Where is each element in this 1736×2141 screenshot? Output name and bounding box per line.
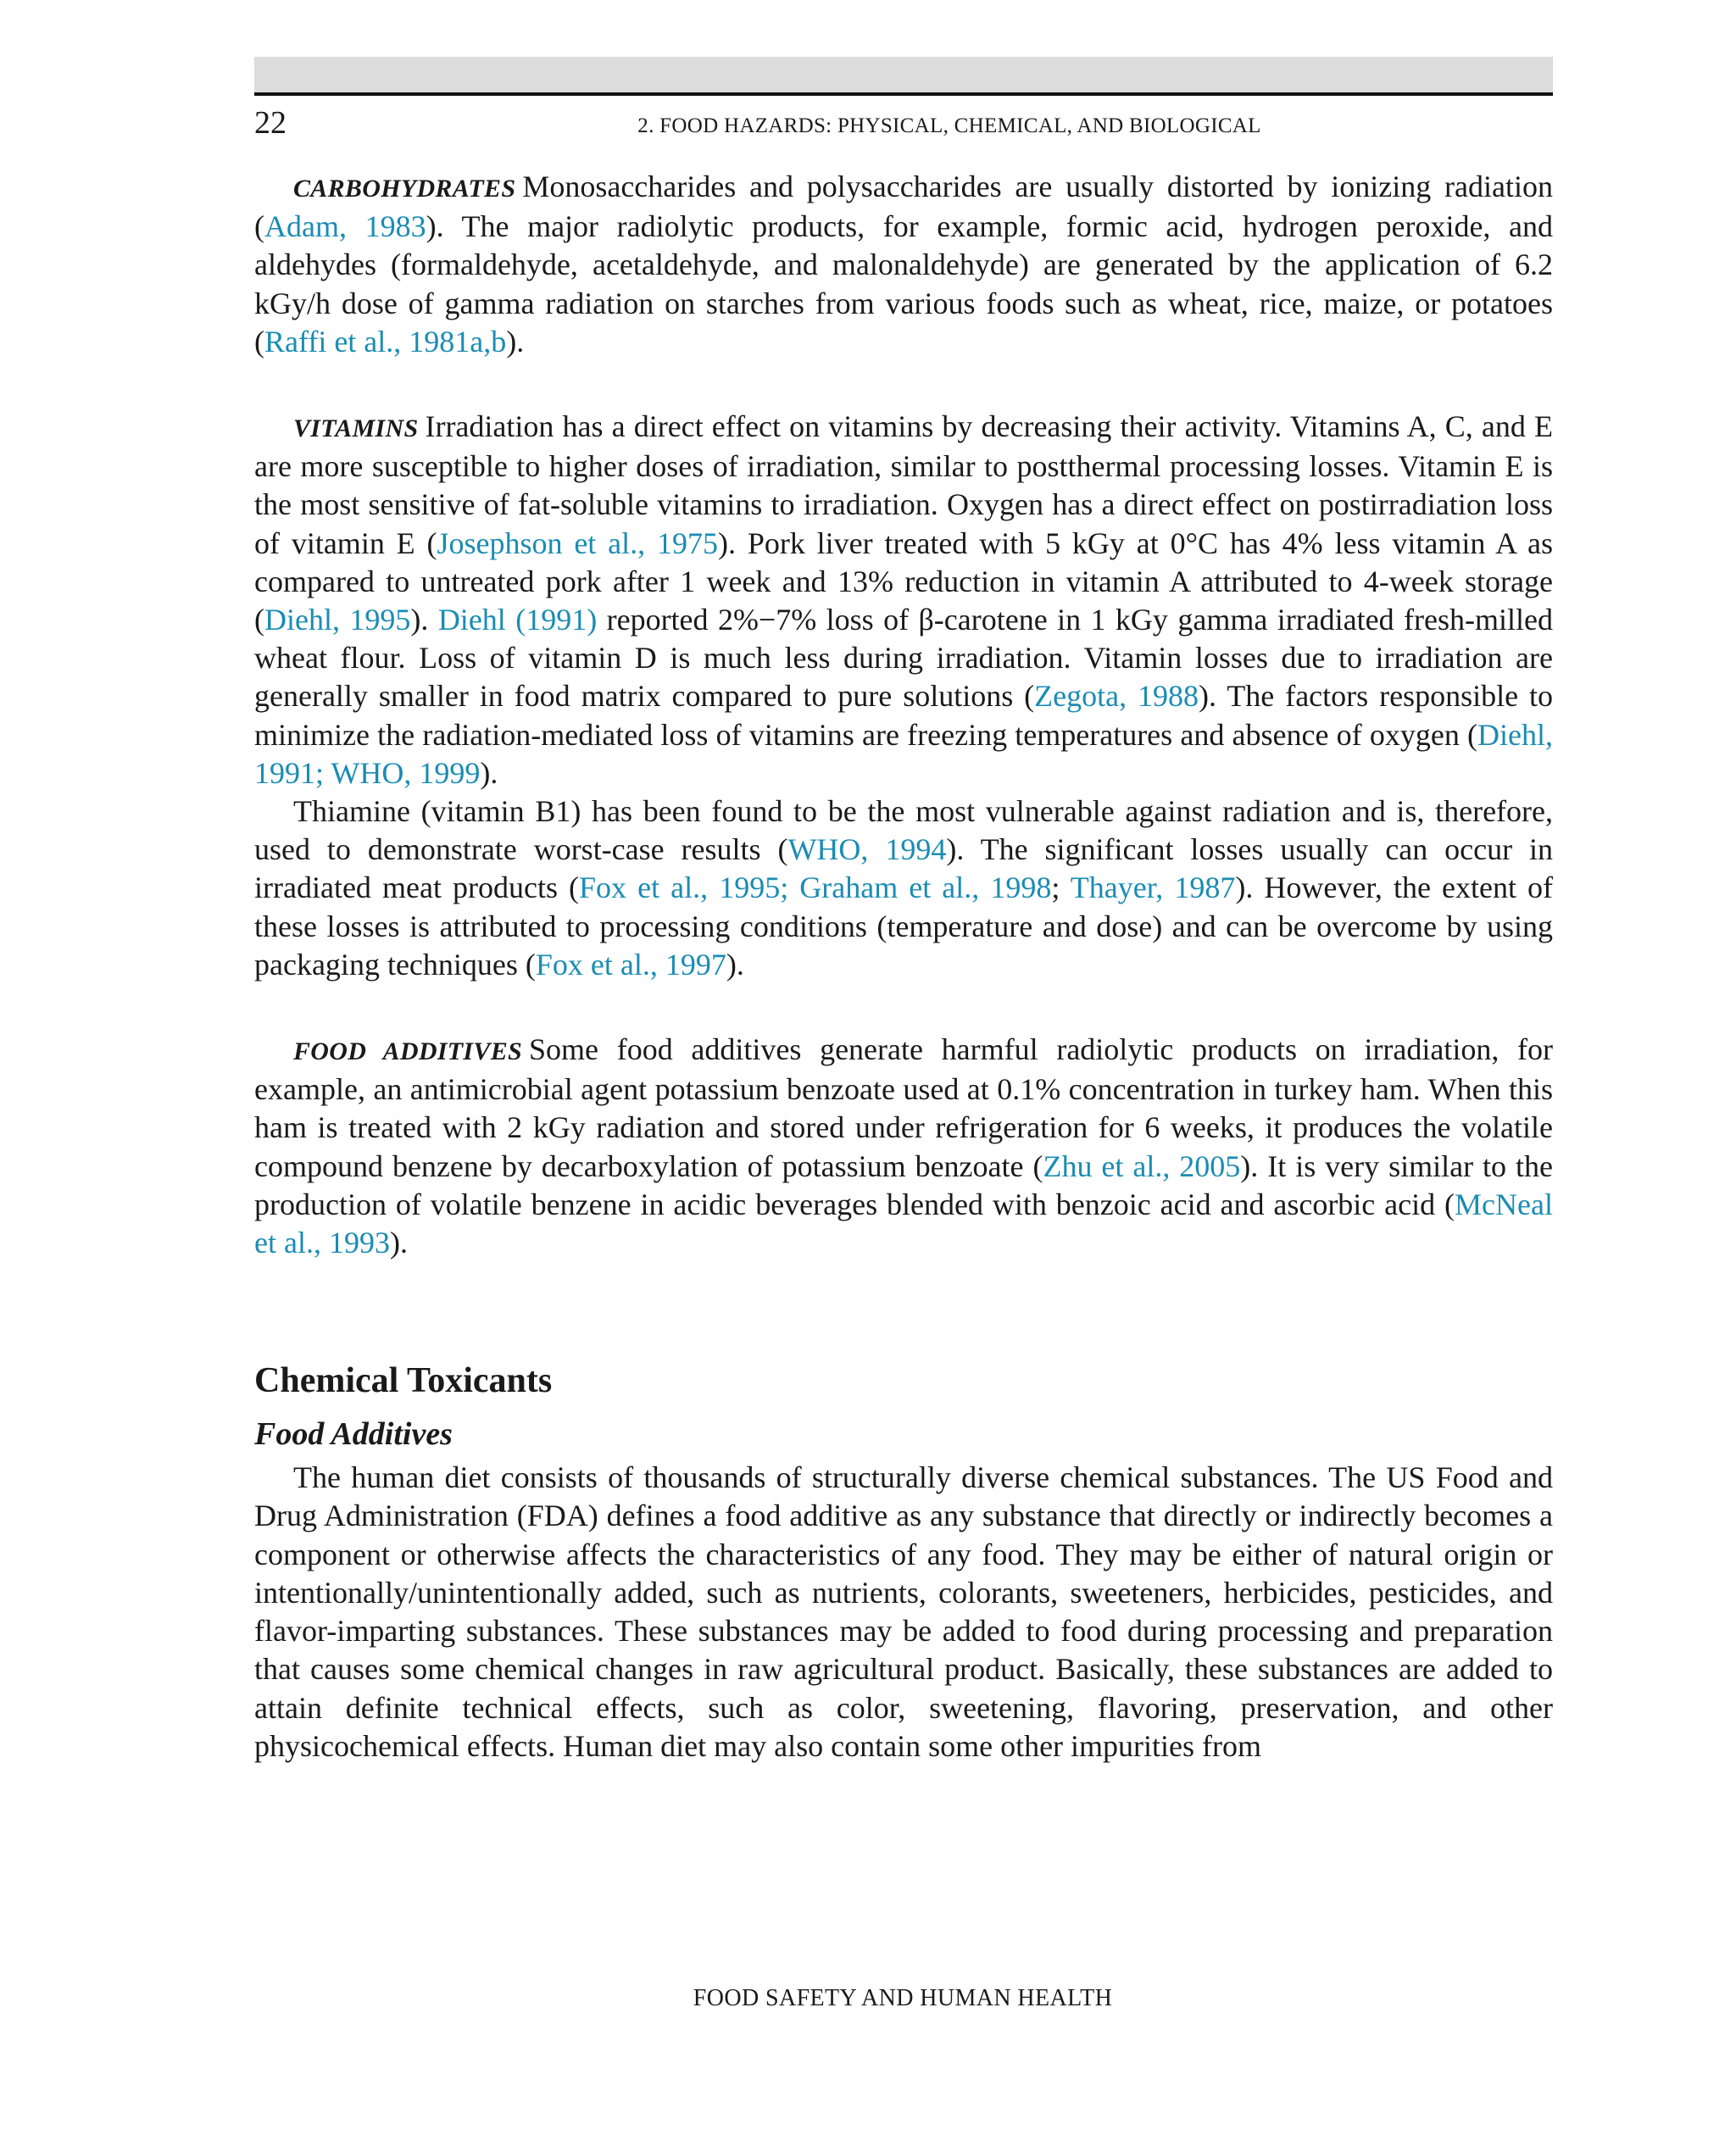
running-head: 2. FOOD HAZARDS: PHYSICAL, CHEMICAL, AND BIOLOGICAL xyxy=(637,114,1261,137)
text-run: ). xyxy=(410,603,438,637)
citation-link[interactable]: Fox et al., 1997 xyxy=(535,947,726,982)
text-run: ; xyxy=(1051,870,1071,905)
text-run: ). The factors responsible to minimize the radiation-mediated loss of vitamins are freezing temperatures and absence of oxygen ( xyxy=(254,679,1553,752)
paragraph-lead: FOOD ADDITIVES xyxy=(293,1037,523,1066)
thiamine-paragraph xyxy=(254,792,1553,984)
citation-link[interactable]: McNeal et al., 1993 xyxy=(254,1187,1553,1260)
header-rule xyxy=(254,92,1553,96)
citation-link[interactable]: Adam, 1983 xyxy=(264,209,426,244)
citation-link[interactable]: Diehl, 1991; WHO, 1999 xyxy=(254,717,1553,790)
citation-link[interactable]: Zegota, 1988 xyxy=(1034,679,1199,714)
text-run: Thiamine (vitamin B1) has been found to be the most vulnerable against radiation and is, therefore, used to demonstrate worst-case results ( xyxy=(254,794,1553,867)
text-run: ). The significant losses usually can occur in irradiated meat products ( xyxy=(254,832,1553,905)
text-run: ). The major radiolytic products, for example, formic acid, hydrogen peroxide, and aldehydes (formaldehyde, acetaldehyde, and malonaldehyde) are generated by the application of 6.2 kGy/h dose of gamma radiation on starches from various foods such as wheat, rice, maize, or potatoes ( xyxy=(254,209,1554,359)
citation-link[interactable]: Raffi et al., 1981a,b xyxy=(264,324,507,359)
spacer xyxy=(254,1262,1553,1355)
citation-link[interactable]: Fox et al., 1995; Graham et al., 1998 xyxy=(579,870,1052,905)
header-band xyxy=(254,57,1553,92)
food-additives-paragraph xyxy=(254,1031,1553,1262)
text-run: reported 2%−7% loss of β-carotene in 1 kGy gamma irradiated fresh-milled wheat flour. Loss of vitamin D is much less during irradiation. Vitamin losses due to irradiation are generally smaller in food matrix compared to pure solutions ( xyxy=(254,603,1553,714)
page-number: 22 xyxy=(254,105,287,141)
text-run: ). xyxy=(389,1226,408,1260)
text-run: ). xyxy=(506,324,525,359)
text-run: Irradiation has a direct effect on vitamins by decreasing their activity. Vitamins A, C, and E are more susceptible to higher doses of irradiation, similar to postthermal processing losses. Vitamin E is the most sensitive of fat-soluble vitamins to irradiation. Oxygen has a direct effect on postirradiation loss of vitamin E ( xyxy=(254,409,1553,560)
paragraph-lead: CARBOHYDRATES xyxy=(293,175,516,203)
citation-link[interactable]: Thayer, 1987 xyxy=(1070,870,1236,905)
carbohydrates-paragraph xyxy=(254,168,1553,361)
text-run: ). It is very similar to the production of volatile benzene in acidic beverages blended with benzoic acid and ascorbic acid ( xyxy=(254,1148,1553,1221)
citation-link[interactable]: Diehl (1991) xyxy=(437,603,598,637)
paragraph-lead: VITAMINS xyxy=(293,414,419,443)
text-run: ). xyxy=(480,755,498,790)
subsection-heading: Food Additives xyxy=(254,1416,453,1453)
food-additives-intro-paragraph: The human diet consists of thousands of structurally diverse chemical substances. The US Food and Drug Administration (FDA) defines a food additive as any substance that directly or indirectly becomes a component or otherwise affects the characteristics of any food. They may be either of natural origin or intentionally/unintentionally added, such as nutrients, colorants, sweeteners, herbicides, pesticides, and flavor-imparting substances. These substances may be added to food during processing and preparation that causes some chemical changes in raw agricultural product. Basically, these substances are added to attain definite technical effects, such as color, sweetening, flavoring, preservation, and other physicochemical effects. Human diet may also contain some other impurities from xyxy=(254,1460,1553,1763)
text-run: ). However, the extent of these losses is attributed to processing conditions (temperature and dose) and can be overcome by using packaging techniques ( xyxy=(254,870,1554,982)
page-footer: FOOD SAFETY AND HUMAN HEALTH xyxy=(693,1985,1113,2011)
section-heading: Chemical Toxicants xyxy=(254,1361,553,1401)
page-body xyxy=(254,168,1553,1766)
vitamins-paragraph xyxy=(254,408,1553,792)
citation-link[interactable]: Diehl, 1995 xyxy=(264,603,411,637)
citation-link[interactable]: Zhu et al., 2005 xyxy=(1043,1148,1241,1183)
citation-link[interactable]: WHO, 1994 xyxy=(787,832,947,867)
text-run: Monosaccharides and polysaccharides are usually distorted by ionizing radiation ( xyxy=(254,170,1553,244)
spacer xyxy=(254,361,1553,408)
text-run: Some food additives generate harmful radiolytic products on irradiation, for example, an antimicrobial agent potassium benzoate used at 0.1% concentration in turkey ham. When this ham is treated with 2 kGy radiation and stored under refrigeration for 6 weeks, it produces the volatile compound benzene by decarboxylation of potassium benzoate ( xyxy=(254,1032,1553,1183)
citation-link[interactable]: Josephson et al., 1975 xyxy=(437,526,718,560)
text-run: ). Pork liver treated with 5 kGy at 0°C has 4% less vitamin A as compared to untreated pork after 1 week and 13% reduction in vitamin A attributed to 4-week storage ( xyxy=(254,526,1554,637)
text-run: ). xyxy=(726,947,744,982)
spacer xyxy=(254,984,1553,1031)
